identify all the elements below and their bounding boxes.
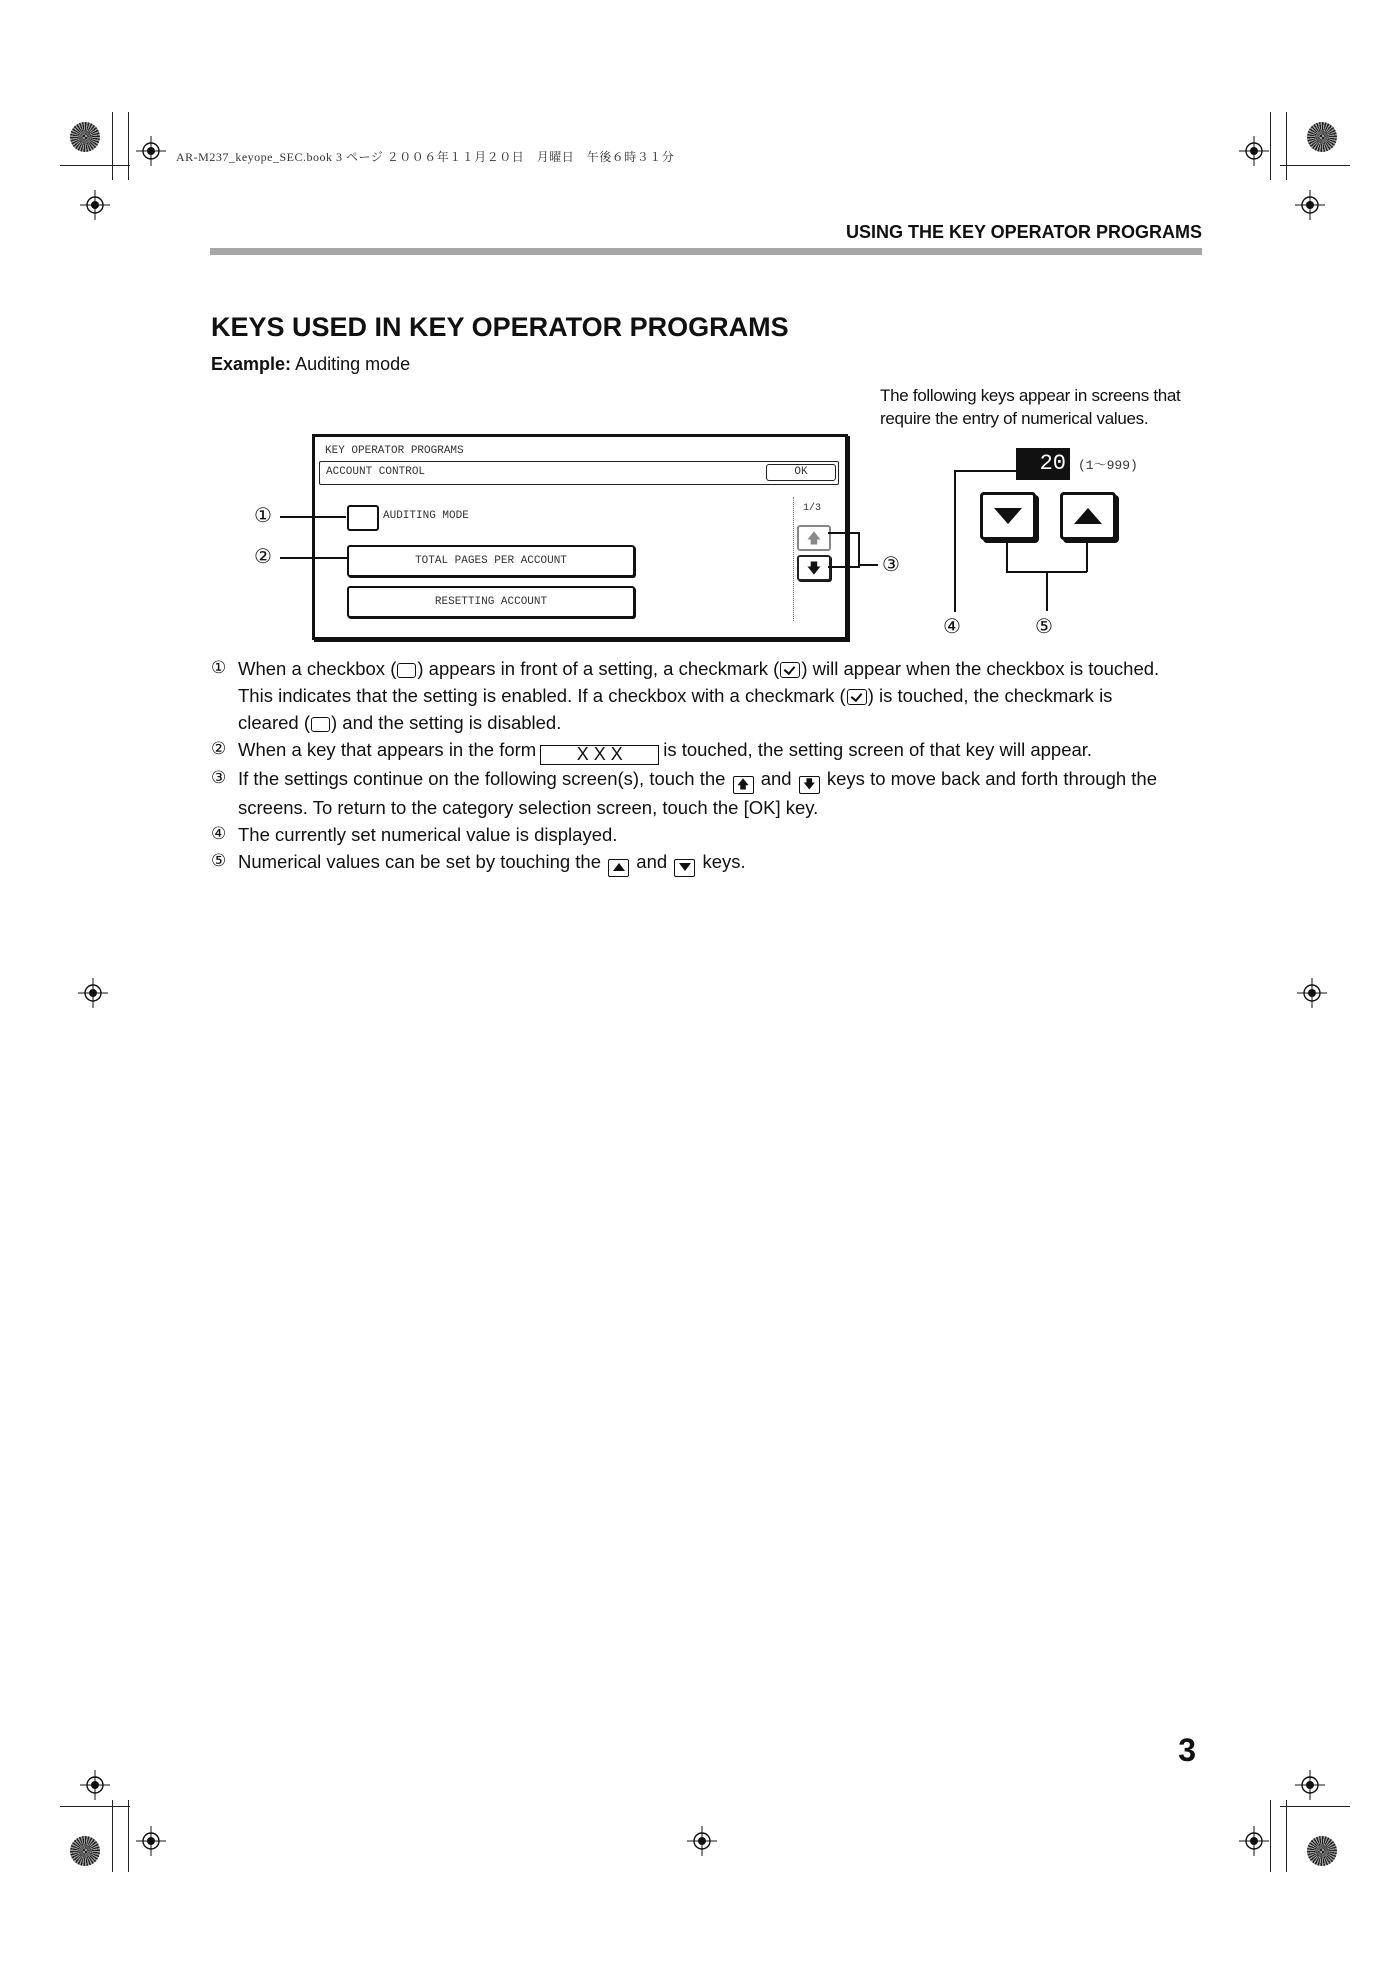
item-text: ) and the setting is disabled. xyxy=(330,712,562,733)
item-number: ⑤ xyxy=(211,851,227,871)
callout-line xyxy=(858,532,860,568)
registration-mark-icon xyxy=(1295,1770,1325,1800)
callout-line xyxy=(828,532,858,534)
callout-1: ① xyxy=(254,503,272,527)
callout-3: ③ xyxy=(882,552,900,576)
item-text: ) is touched, the checkmark is xyxy=(867,685,1113,706)
item-text: and xyxy=(636,851,668,872)
registration-mark-icon xyxy=(78,978,108,1008)
numeric-keys-note xyxy=(880,384,1210,430)
arrow-up-key-icon: 🡅 xyxy=(733,776,754,794)
panel-subtitle: ACCOUNT CONTROL xyxy=(326,466,426,478)
checkmark-icon xyxy=(780,662,800,678)
registration-mark-icon xyxy=(1239,1826,1269,1856)
crop-mark xyxy=(1270,112,1271,180)
arrow-down-icon: 🡇 xyxy=(806,560,822,576)
item-text: Numerical values can be set by touching the xyxy=(238,851,602,872)
callout-line xyxy=(858,564,878,566)
panel-subtitle-bar xyxy=(319,461,839,485)
numeric-range: (1～999) xyxy=(1078,458,1138,473)
list-item xyxy=(211,765,1211,821)
crop-mark xyxy=(1286,1800,1287,1872)
callout-line xyxy=(954,470,956,612)
item-text: and xyxy=(760,768,792,789)
triangle-down-key-icon xyxy=(674,859,695,877)
crop-mark xyxy=(60,1806,130,1807)
item-text: is touched, the setting screen of that key will appear. xyxy=(663,739,1093,760)
color-target-icon xyxy=(70,1836,100,1866)
item-text: ) will appear when the checkbox is touched. xyxy=(801,658,1160,679)
callout-line xyxy=(280,557,348,559)
list-item xyxy=(211,821,1211,848)
running-header: USING THE KEY OPERATOR PROGRAMS xyxy=(845,222,1202,242)
item-text: cleared ( xyxy=(238,712,310,733)
scroll-divider xyxy=(793,497,794,621)
example-text: Auditing mode xyxy=(295,354,411,374)
example-label: Example: xyxy=(211,354,292,374)
arrow-down-key-icon: 🡇 xyxy=(799,776,820,794)
numeric-value-display: 20 xyxy=(1016,448,1070,480)
crop-mark xyxy=(1286,112,1287,180)
crop-mark xyxy=(128,1800,129,1872)
registration-mark-icon xyxy=(136,1826,166,1856)
resetting-account-button[interactable]: RESETTING ACCOUNT xyxy=(347,586,635,618)
print-slug: AR-M237_keyope_SEC.book 3 ページ ２００６年１１月２０日 月曜日 午後６時３１分 xyxy=(176,150,675,164)
page-indicator: 1/3 xyxy=(803,503,822,514)
callout-line xyxy=(828,566,858,568)
key-explanations xyxy=(211,655,1211,877)
callout-4: ④ xyxy=(943,614,961,638)
item-text: screens. To return to the category selection screen, touch the [OK] key. xyxy=(238,797,819,818)
sample-key-icon: X X X xyxy=(540,745,659,765)
registration-mark-icon xyxy=(1297,978,1327,1008)
triangle-up-key-icon xyxy=(608,859,629,877)
callout-line xyxy=(1046,571,1048,611)
section-title: KEYS USED IN KEY OPERATOR PROGRAMS xyxy=(211,312,789,342)
item-text: keys. xyxy=(702,851,746,872)
crop-mark xyxy=(1280,1806,1350,1807)
callout-line xyxy=(280,516,346,518)
callout-line xyxy=(1006,542,1008,572)
checkbox-icon xyxy=(397,663,416,678)
checkbox-icon xyxy=(311,717,330,732)
increment-key[interactable] xyxy=(1060,492,1116,540)
triangle-down-icon xyxy=(994,508,1022,524)
callout-line xyxy=(954,470,1016,472)
page-number: 3 xyxy=(1178,1732,1196,1768)
panel-title: KEY OPERATOR PROGRAMS xyxy=(325,445,464,457)
item-text: This indicates that the setting is enabled. If a checkbox with a checkmark ( xyxy=(238,685,846,706)
list-item xyxy=(211,848,1211,877)
header-rule xyxy=(210,248,1202,255)
scroll-up-button[interactable] xyxy=(797,525,831,551)
registration-mark-icon xyxy=(80,1770,110,1800)
item-number: ④ xyxy=(211,824,227,844)
callout-2: ② xyxy=(254,544,272,568)
auditing-mode-label: AUDITING MODE xyxy=(383,510,469,522)
triangle-up-icon xyxy=(1074,508,1102,524)
note-line: require the entry of numerical values. xyxy=(880,409,1149,428)
item-text: When a key that appears in the form xyxy=(238,739,537,760)
item-text: ) appears in front of a setting, a checkmark ( xyxy=(417,658,780,679)
crop-mark xyxy=(60,165,130,166)
registration-mark-icon xyxy=(80,190,110,220)
checkmark-icon xyxy=(847,689,867,705)
scroll-down-button[interactable] xyxy=(797,555,831,581)
registration-mark-icon xyxy=(1239,136,1269,166)
callout-5: ⑤ xyxy=(1035,614,1053,638)
crop-mark xyxy=(1270,1800,1271,1872)
auditing-mode-checkbox[interactable] xyxy=(347,505,379,531)
list-item xyxy=(211,655,1211,736)
arrow-up-icon: 🡅 xyxy=(806,530,822,546)
item-text: keys to move back and forth through the xyxy=(826,768,1157,789)
item-number: ① xyxy=(211,658,227,678)
item-text: If the settings continue on the following screen(s), touch the xyxy=(238,768,726,789)
example-line xyxy=(211,354,410,375)
item-text: When a checkbox ( xyxy=(238,658,397,679)
item-number: ② xyxy=(211,739,227,759)
color-target-icon xyxy=(70,122,100,152)
ok-button[interactable]: OK xyxy=(766,464,836,481)
registration-mark-icon xyxy=(1295,190,1325,220)
crop-mark xyxy=(112,112,113,180)
callout-line xyxy=(1086,542,1088,572)
key-operator-panel xyxy=(312,434,848,640)
item-text: The currently set numerical value is displayed. xyxy=(238,824,618,845)
crop-mark xyxy=(1280,165,1350,166)
color-target-icon xyxy=(1307,122,1337,152)
item-number: ③ xyxy=(211,768,227,788)
note-line: The following keys appear in screens that xyxy=(880,386,1181,405)
decrement-key[interactable] xyxy=(980,492,1036,540)
registration-mark-icon xyxy=(136,136,166,166)
total-pages-per-account-button[interactable]: TOTAL PAGES PER ACCOUNT xyxy=(347,545,635,577)
list-item xyxy=(211,736,1211,765)
color-target-icon xyxy=(1307,1836,1337,1866)
crop-mark xyxy=(112,1800,113,1872)
crop-mark xyxy=(128,112,129,180)
registration-mark-icon xyxy=(687,1826,717,1856)
